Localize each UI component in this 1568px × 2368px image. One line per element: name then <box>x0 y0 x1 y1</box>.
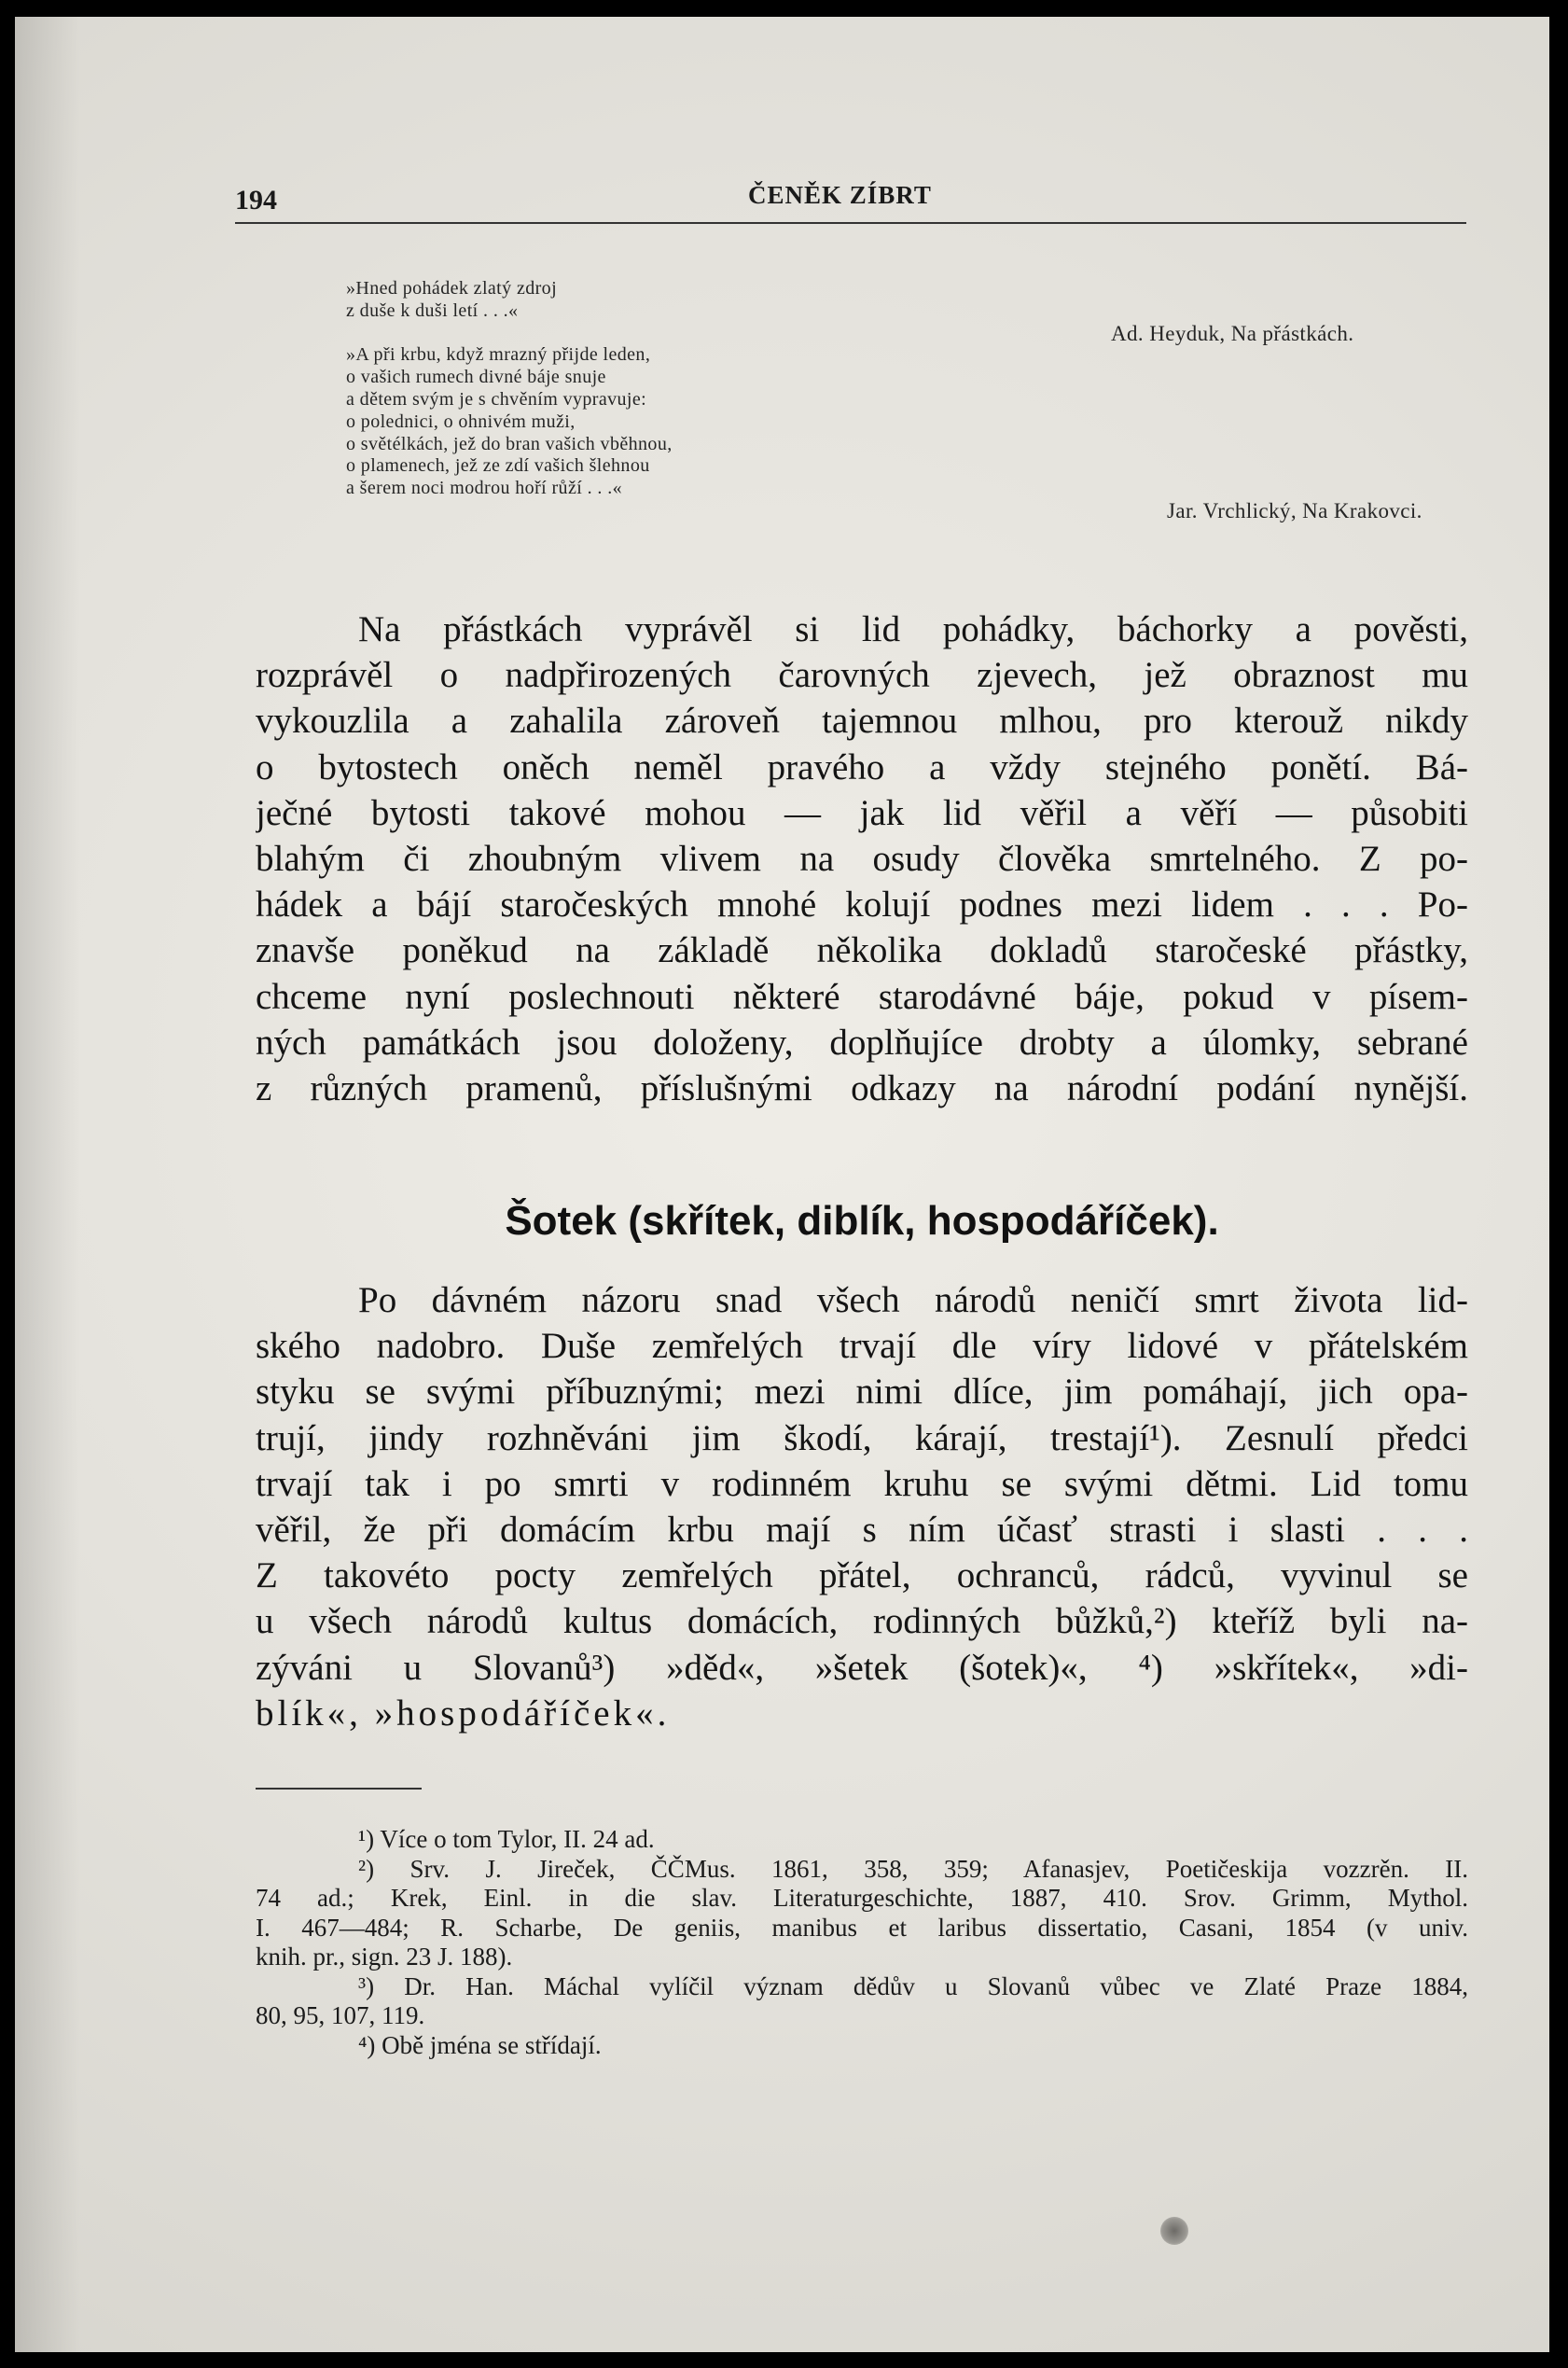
text-line: Po dávném názoru snad všech národů neničí smrt života lid- <box>358 1280 1468 1320</box>
ink-stain <box>1160 2217 1188 2245</box>
header-rule <box>235 222 1466 224</box>
text-line: u všech národů kultus domácích, rodinných bůžků,²) kteříž byli na- <box>256 1601 1468 1642</box>
text-line: trvají tak i po smrti v rodinném kruhu se svými dětmi. Lid tomu <box>256 1463 1468 1504</box>
text-line: ných památkách jsou doloženy, doplňujíce drobty a úlomky, sebrané <box>256 1022 1468 1063</box>
footnote-line: 74 ad.; Krek, Einl. in die slav. Literaturgeschichte, 1887, 410. Srov. Grimm, Mythol. <box>256 1884 1468 1912</box>
footnote-line: ¹) Více o tom Tylor, II. 24 ad. <box>358 1825 655 1853</box>
running-head <box>235 177 1466 224</box>
footnote-line: ²) Srv. J. Jireček, ČČMus. 1861, 358, 359; Afanasjev, Poetičeskija vozzrěn. II. <box>358 1854 1468 1883</box>
text-line: blahým či zhoubným vlivem na osudy člověka smrtelného. Z po- <box>256 838 1468 879</box>
text-line: Na přástkách vyprávěl si lid pohádky, báchorky a pověsti, <box>358 609 1468 649</box>
text-line: znavše poněkud na základě několika dokladů staročeské přástky, <box>256 930 1468 971</box>
epigraph-poem <box>346 278 1461 522</box>
poem-line: a šerem noci modrou hoří růží . . .« <box>346 478 622 499</box>
footnote-line: ³) Dr. Han. Máchal vylíčil význam dědův u Slovanů vůbec ve Zlaté Praze 1884, <box>358 1971 1468 2000</box>
poem-line: o světélkách, jež do bran vašich vběhnou, <box>346 433 673 454</box>
text-line: rozprávěl o nadpřirozených čarovných zjevech, jež obraznost mu <box>256 655 1468 696</box>
text-line: ského nadobro. Duše zemřelých trvají dle víry lidové v přátelském <box>256 1326 1468 1367</box>
text-line: hádek a bájí staročeských mnohé kolují podnes mezi lidem . . . Po- <box>256 885 1468 926</box>
footnote-line: 80, 95, 107, 119. <box>256 2001 425 2029</box>
poem-line: »A při krbu, když mrazný přijde leden, <box>346 344 651 366</box>
poem-line: »Hned pohádek zlatý zdroj <box>346 278 558 299</box>
page-number: 194 <box>235 185 277 216</box>
text-line: zýváni u Slovanů³) »děd«, »šetek (šotek)«, ⁴) »skřítek«, »di- <box>256 1647 1468 1688</box>
section-heading: Šotek (skřítek, diblík, hospodáříček). <box>505 1198 1219 1244</box>
text-line: chceme nyní poslechnouti některé starodávné báje, pokud v písem- <box>256 976 1468 1017</box>
text-line: ječné bytosti takové mohou — jak lid věřil a věří — působiti <box>256 792 1468 833</box>
footnote-line: knih. pr., sign. 23 J. 188). <box>256 1943 513 1971</box>
paragraph-intro <box>256 606 1468 1111</box>
text-line: o bytostech oněch neměl pravého a vždy stejného ponětí. Bá- <box>256 746 1468 787</box>
text-line: vykouzlila a zahalila zároveň tajemnou mlhou, pro kterouž nikdy <box>256 701 1468 742</box>
poem-attribution: Ad. Heyduk, Na přástkách. <box>1111 321 1354 345</box>
text-line-spaced: blík«, »hospodáříček«. <box>256 1692 671 1734</box>
text-line: trují, jindy rozhněváni jim škodí, kárají, trestají¹). Zesnulí předci <box>256 1417 1468 1458</box>
footnote-rule <box>256 1788 422 1790</box>
poem-line: o vašich rumech divné báje snuje <box>346 367 606 388</box>
poem-line: z duše k duši letí . . .« <box>346 299 519 321</box>
poem-line: o plamenech, jež ze zdí vašich šlehnou <box>346 455 650 477</box>
text-line: z různých pramenů, příslušnými odkazy na národní podání nynější. <box>256 1067 1468 1108</box>
scanned-page <box>15 17 1549 2352</box>
footnotes <box>256 1825 1468 2060</box>
text-line: styku se svými příbuznými; mezi nimi dlíce, jim pomáhají, jich opa- <box>256 1372 1468 1413</box>
paragraph-sotek <box>256 1277 1468 1736</box>
footnote-line: ⁴) Obě jména se střídají. <box>358 2030 602 2059</box>
poem-line: o polednici, o ohnivém muži, <box>346 411 576 432</box>
running-title: ČENĚK ZÍBRT <box>748 181 932 209</box>
poem-line: a dětem svým je s chvěním vypravuje: <box>346 388 647 410</box>
text-line: věřil, že při domácím krbu mají s ním účasť strasti i slasti . . . <box>256 1509 1468 1550</box>
page-edge-shadow <box>15 17 80 2352</box>
footnote-line: I. 467—484; R. Scharbe, De geniis, manibus et laribus dissertatio, Casani, 1854 (v univ. <box>256 1913 1468 1942</box>
text-line: Z takovéto pocty zemřelých přátel, ochranců, rádců, vyvinul se <box>256 1555 1468 1596</box>
poem-attribution: Jar. Vrchlický, Na Krakovci. <box>1167 498 1422 522</box>
